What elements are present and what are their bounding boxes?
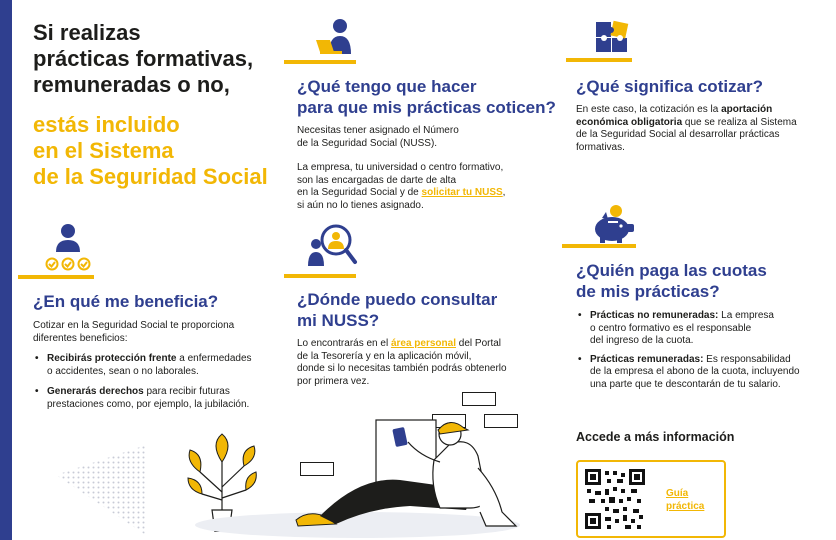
text-fragment: Es responsabilidad (703, 353, 791, 365)
guide-card[interactable] (576, 460, 726, 538)
area-personal-link[interactable]: área personal (390, 338, 456, 349)
text-line: una parte que te descontarán de tu salario. (590, 378, 781, 390)
title-line: para que mis prácticas coticen? (297, 98, 556, 117)
text-bold: económica obligatoria (576, 116, 683, 128)
text-bold: Recibirás protección frente (47, 353, 177, 364)
text-fragment: en la Seguridad Social y de (297, 187, 422, 198)
qr-code-icon[interactable] (585, 469, 645, 529)
divider-rule (284, 274, 356, 278)
text-fragment: En este caso, la cotización es la (576, 104, 722, 115)
title-line: ¿En qué me beneficia? (33, 292, 219, 311)
nuss-text (297, 338, 507, 388)
text-line: o accidentes, sean o no laborales. (47, 365, 199, 377)
text-line: prestaciones como, por ejemplo, la jubilación. (47, 398, 250, 410)
text-line: La empresa, tu universidad o centro formativo, (297, 162, 504, 173)
text-fragment: a enfermedades (176, 353, 252, 364)
divider-rule (284, 60, 356, 64)
laptop-person-icon (312, 18, 356, 56)
text-fragment: La empresa (718, 310, 774, 321)
text-bold: Prácticas remuneradas: (590, 353, 704, 365)
section-title-nuss (297, 289, 497, 331)
title-line: de mis prácticas? (576, 282, 720, 301)
hero-yellow-1: estás incluido (33, 112, 180, 137)
text-line (297, 338, 507, 351)
text-line (576, 104, 797, 117)
text-fragment: del Portal (456, 338, 502, 349)
title-line: ¿Dónde puedo consultar (297, 290, 498, 309)
more-info-title: Accede a más información (576, 430, 735, 444)
guide-link[interactable] (666, 488, 704, 513)
benefit-item (33, 353, 252, 378)
text-line: son las encargadas de darte de alta (297, 174, 456, 186)
section-title-que-tengo (297, 76, 556, 118)
text-fragment: , (502, 187, 506, 198)
person-phone-illustration (290, 416, 530, 532)
payment-item (576, 354, 800, 392)
section-title-cotizar (576, 76, 763, 97)
beneficia-text (33, 320, 252, 411)
section-title-beneficia (33, 291, 218, 312)
hero-line-2: prácticas formativas, (33, 46, 254, 71)
decorative-pattern (56, 445, 146, 535)
text-line: de la Seguridad Social al desarrollar prácticas (576, 129, 780, 140)
text-fragment: que se realiza al Sistema (682, 116, 797, 128)
wall-brick (462, 392, 496, 406)
text-line (576, 117, 797, 130)
text-line: o centro formativo es el responsable (590, 322, 752, 334)
text-bold: Generarás derechos (47, 386, 144, 397)
text-line: de la Seguridad Social (NUSS). (297, 137, 438, 149)
text-line: Cotizar en la Seguridad Social te proporciona (33, 320, 235, 331)
que-tengo-text (297, 125, 505, 212)
text-line: diferentes beneficios: (33, 332, 128, 344)
payment-item (576, 310, 800, 348)
solicitar-nuss-link[interactable]: solicitar tu NUSS (421, 187, 503, 198)
divider-rule (566, 58, 632, 62)
guide-link-line[interactable]: Guía (666, 488, 689, 499)
section-title-quien-paga (576, 260, 767, 302)
text-line (297, 187, 505, 200)
text-fragment: para recibir futuras (143, 386, 230, 397)
benefit-item (33, 386, 252, 411)
title-line: ¿Quién paga las cuotas (576, 261, 767, 280)
text-line: formativas. (576, 141, 625, 153)
text-line: de la Tesorería y en la aplicación móvil, (297, 350, 472, 362)
guide-link-line[interactable]: práctica (666, 500, 705, 512)
magnifier-person-icon (306, 222, 358, 270)
text-line: del ingreso de la cuota. (590, 335, 694, 346)
text-line: donde si lo necesitas también podrás obtenerlo (297, 363, 507, 374)
piggy-bank-icon (590, 204, 636, 244)
left-accent-bar (0, 0, 12, 540)
hero-line-3: remuneradas o no, (33, 72, 230, 97)
text-fragment: Lo encontrarás en el (297, 338, 391, 349)
title-line: ¿Qué tengo que hacer (297, 77, 477, 96)
hero-yellow-3: de la Seguridad Social (33, 164, 268, 189)
person-checks-icon (44, 222, 92, 272)
text-bold: aportación (721, 104, 773, 115)
hero-highlight (33, 112, 283, 190)
divider-rule (18, 275, 94, 279)
title-line: ¿Qué significa cotizar? (576, 77, 764, 96)
text-line: Necesitas tener asignado el Número (297, 125, 459, 136)
text-line: de la empresa el abono de la cuota, incluyendo (590, 366, 800, 377)
title-line: mi NUSS? (297, 311, 380, 330)
quien-paga-text (576, 310, 800, 391)
puzzle-icon (594, 18, 630, 54)
text-line: si aún no lo tienes asignado. (297, 199, 424, 211)
hero-yellow-2: en el Sistema (33, 138, 174, 163)
text-bold: Prácticas no remuneradas: (590, 310, 719, 321)
text-line: por primera vez. (297, 375, 370, 387)
divider-rule (562, 244, 636, 248)
hero-title (33, 20, 283, 98)
hero-line-1: Si realizas (33, 20, 141, 45)
cotizar-text (576, 104, 797, 154)
